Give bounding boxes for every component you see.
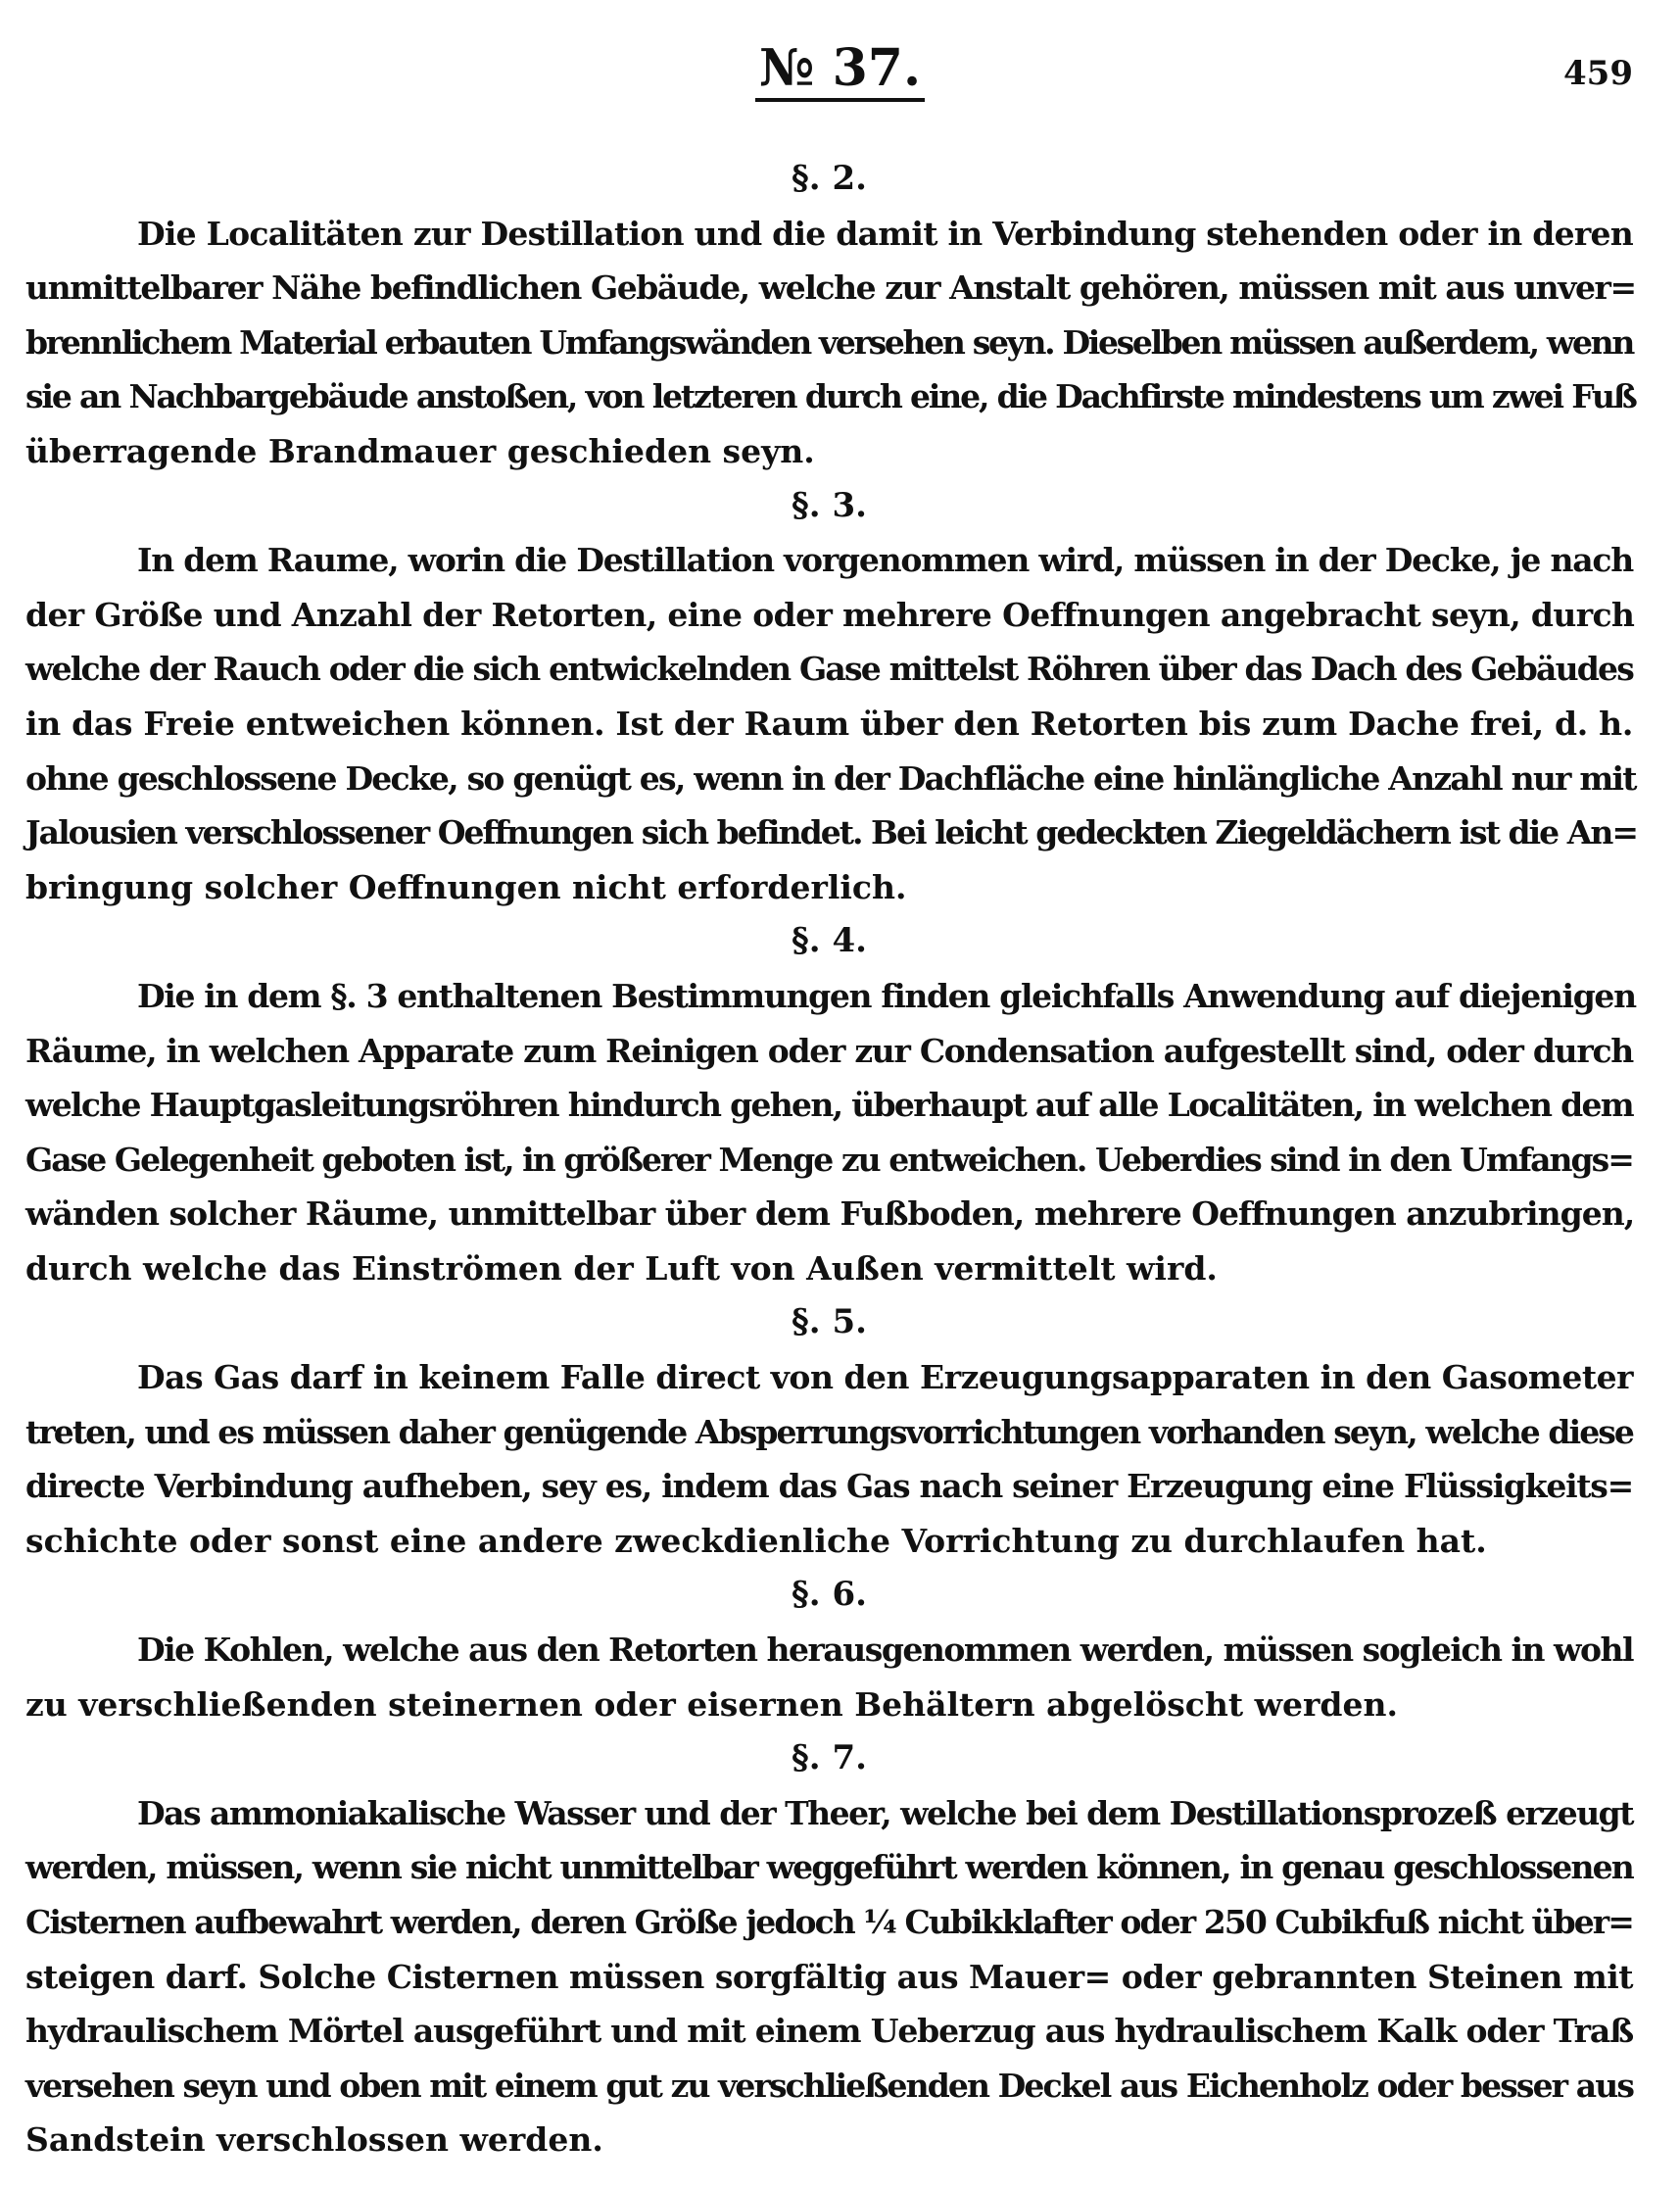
paragraph-line: Das Gas darf in keinem Falle direct von den Erzeugungsapparaten in den Gasometer (137, 1358, 1633, 1397)
paragraph-line: Die in dem §. 3 enthaltenen Bestimmungen finden gleichfalls Anwendung auf diejenigen (137, 976, 1636, 1015)
section-heading: §. 3. (792, 485, 867, 525)
paragraph-line: Gase Gelegenheit geboten ist, in größerer Menge zu entweichen. Ueberdies sind in den Umfangs= (25, 1140, 1633, 1179)
paragraph-line: Die Localitäten zur Destillation und die damit in Verbindung stehenden oder in deren (137, 214, 1633, 253)
paragraph-line: Jalousien verschlossener Oeffnungen sich befindet. Bei leicht gedeckten Ziegeldächern ist die An= (25, 813, 1638, 852)
paragraph-line: treten, und es müssen daher genügende Absperrungsvorrichtungen vorhanden seyn, welche diese (25, 1412, 1633, 1451)
paragraph-line: directe Verbindung aufheben, sey es, indem das Gas nach seiner Erzeugung eine Flüssigkeits= (25, 1467, 1633, 1506)
paragraph-line: Räume, in welchen Apparate zum Reinigen oder zur Condensation aufgestellt sind, oder durch (25, 1031, 1633, 1070)
section-heading: §. 5. (792, 1302, 867, 1342)
section-heading: §. 4. (792, 921, 867, 961)
paragraph-line: wänden solcher Räume, unmittelbar über dem Fußboden, mehrere Oeffnungen anzubringen, (25, 1194, 1635, 1234)
paragraph-line: In dem Raume, worin die Destillation vorgenommen wird, müssen in der Decke, je nach (137, 541, 1633, 580)
paragraph-line: steigen darf. Solche Cisternen müssen sorgfältig aus Mauer= oder gebrannten Steinen mit (25, 1957, 1633, 1996)
paragraph-line: in das Freie entweichen können. Ist der Raum über den Retorten bis zum Dache frei, d. h. (25, 704, 1633, 743)
paragraph-line: werden, müssen, wenn sie nicht unmittelbar weggeführt werden können, in genau geschlossenen (25, 1848, 1633, 1887)
paragraph-line: hydraulischem Mörtel ausgeführt und mit einem Ueberzug aus hydraulischem Kalk oder Traß (25, 2012, 1633, 2051)
section-heading: §. 6. (792, 1575, 867, 1615)
paragraph-line: Cisternen aufbewahrt werden, deren Größe jedoch ¼ Cubikklafter oder 250 Cubikfuß nicht über= (25, 1903, 1633, 1941)
section-heading: §. 2. (792, 159, 867, 198)
paragraph-line: brennlichem Material erbauten Umfangswänden versehen seyn. Dieselben müssen außerdem, wenn (25, 322, 1633, 362)
paragraph-line: unmittelbarer Nähe befindlichen Gebäude, welche zur Anstalt gehören, müssen mit aus unver= (25, 268, 1636, 308)
paragraph-line: bringung solcher Oeffnungen nicht erforderlich. (25, 867, 907, 906)
document-body (25, 152, 1638, 2167)
paragraph-line: schichte oder sonst eine andere zweckdienliche Vorrichtung zu durchlaufen hat. (25, 1521, 1487, 1560)
paragraph-line: welche der Rauch oder die sich entwickelnden Gase mittelst Röhren über das Dach des Gebäudes (25, 650, 1633, 689)
paragraph-line: überragende Brandmauer geschieden seyn. (25, 431, 815, 470)
issue-number-text: № 37. (755, 38, 925, 102)
paragraph-line: der Größe und Anzahl der Retorten, eine oder mehrere Oeffnungen angebracht seyn, durch (25, 595, 1635, 634)
section-heading: §. 7. (792, 1738, 867, 1778)
paragraph-line: zu verschließenden steinernen oder eisernen Behältern abgelöscht werden. (25, 1684, 1398, 1724)
paragraph-line: versehen seyn und oben mit einem gut zu verschließenden Deckel aus Eichenholz oder besser aus (25, 2066, 1633, 2105)
paragraph-line: Das ammoniakalische Wasser und der Theer, welche bei dem Destillationsprozeß erzeugt (137, 1793, 1633, 1832)
issue-number (0, 39, 1680, 98)
paragraph-line: durch welche das Einströmen der Luft von Außen vermittelt wird. (25, 1248, 1218, 1288)
paragraph-line: Die Kohlen, welche aus den Retorten herausgenommen werden, müssen sogleich in wohl (137, 1630, 1633, 1670)
paragraph-line: ohne geschlossene Decke, so genügt es, wenn in der Dachfläche eine hinlängliche Anzahl nur mit (25, 758, 1636, 798)
paragraph-line: welche Hauptgasleitungsröhren hindurch gehen, überhaupt auf alle Localitäten, in welchen dem (25, 1086, 1633, 1125)
paragraph-line: Sandstein verschlossen werden. (25, 2120, 603, 2160)
paragraph-line: sie an Nachbargebäude anstoßen, von letzteren durch eine, die Dachfirste mindestens um zwei Fuß (25, 377, 1636, 416)
page-number: 459 (1563, 54, 1633, 93)
